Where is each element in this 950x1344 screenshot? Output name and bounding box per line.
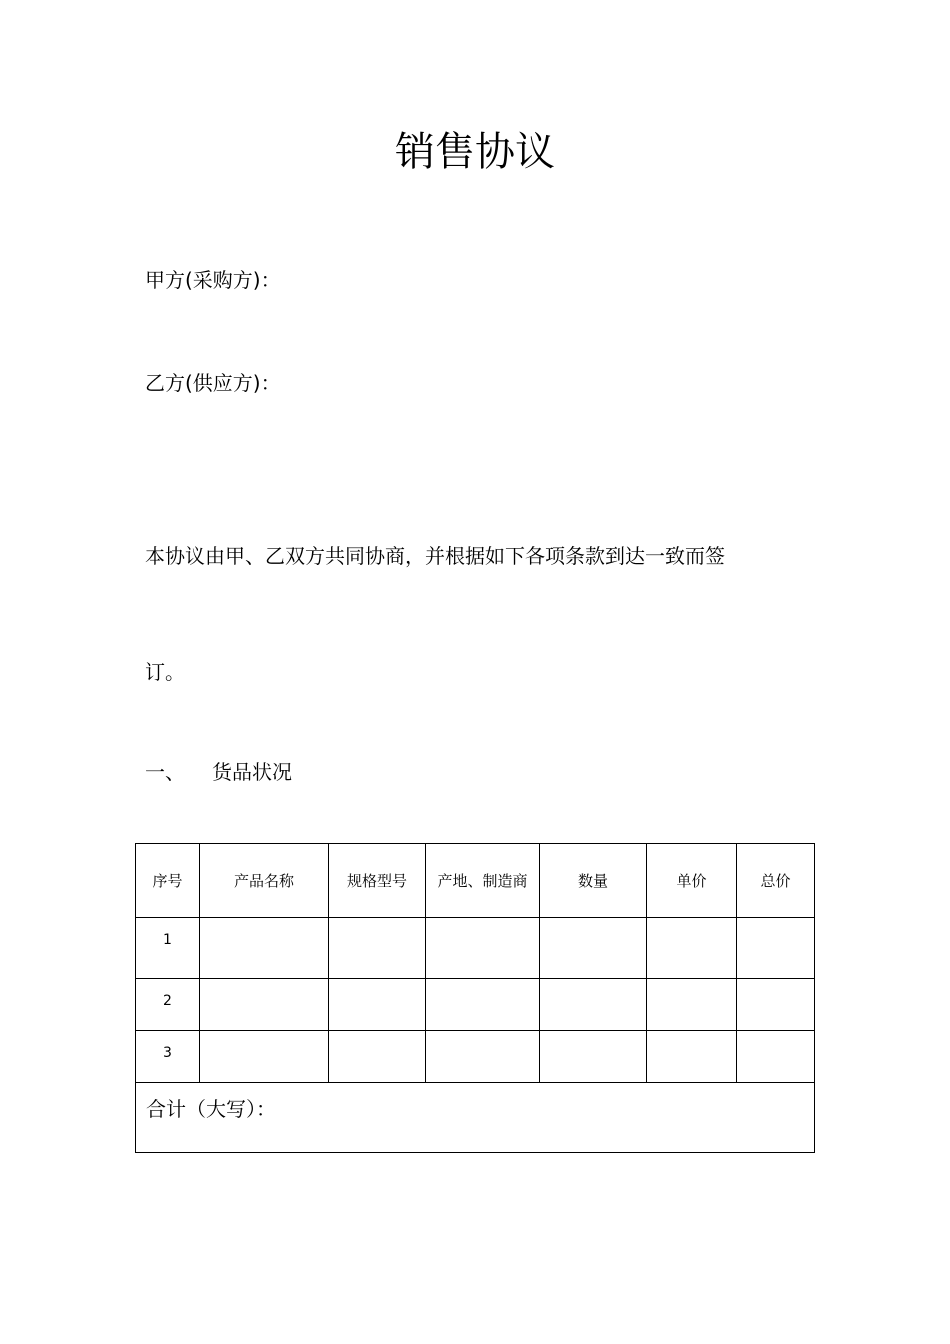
- header-cell-index: 序号: [136, 844, 200, 918]
- header-cell-unit-price: 单价: [647, 844, 737, 918]
- origin-cell[interactable]: [426, 1031, 540, 1083]
- product-name-cell[interactable]: [200, 979, 329, 1031]
- unit-price-cell[interactable]: [647, 1031, 737, 1083]
- unit-price-cell[interactable]: [647, 918, 737, 979]
- party-a-label: 甲方(采购方)：: [145, 268, 281, 292]
- goods-table: [135, 843, 815, 1153]
- row-index-cell: 2: [136, 979, 200, 1031]
- table-row: [136, 918, 815, 979]
- table-total-row: [136, 1083, 815, 1153]
- table-row: [136, 979, 815, 1031]
- table-row: [136, 1031, 815, 1083]
- party-b-label: 乙方(供应方)：: [145, 371, 281, 395]
- total-amount-cell[interactable]: 合计（大写）：: [136, 1083, 815, 1153]
- quantity-cell[interactable]: [540, 1031, 647, 1083]
- header-cell-origin-manufacturer: [426, 844, 540, 918]
- total-price-cell[interactable]: [737, 918, 815, 979]
- quantity-cell[interactable]: [540, 918, 647, 979]
- header-cell-total-price: 总价: [737, 844, 815, 918]
- intro-paragraph-line-2: 订。: [145, 660, 185, 684]
- row-index-cell: 3: [136, 1031, 200, 1083]
- intro-paragraph-line-1: 本协议由甲、乙双方共同协商，并根据如下各项条款到达一致而签: [145, 544, 725, 568]
- header-cell-spec-model: 规格型号: [329, 844, 426, 918]
- row-index-cell: 1: [136, 918, 200, 979]
- total-price-cell[interactable]: [737, 979, 815, 1031]
- spec-model-cell[interactable]: [329, 918, 426, 979]
- unit-price-cell[interactable]: [647, 979, 737, 1031]
- origin-cell[interactable]: [426, 918, 540, 979]
- table-header-row: [136, 844, 815, 918]
- header-cell-product-name: 产品名称: [200, 844, 329, 918]
- total-price-cell[interactable]: [737, 1031, 815, 1083]
- product-name-cell[interactable]: [200, 918, 329, 979]
- section-heading-goods: [145, 758, 292, 786]
- quantity-cell[interactable]: [540, 979, 647, 1031]
- spec-model-cell[interactable]: [329, 1031, 426, 1083]
- section-title: 货品状况: [212, 760, 292, 784]
- header-cell-quantity: 数量: [540, 844, 647, 918]
- product-name-cell[interactable]: [200, 1031, 329, 1083]
- section-number: 一、: [145, 760, 185, 784]
- origin-cell[interactable]: [426, 979, 540, 1031]
- spec-model-cell[interactable]: [329, 979, 426, 1031]
- document-title: 销售协议: [395, 129, 555, 175]
- header-origin-text: 产地、制造商: [437, 871, 528, 890]
